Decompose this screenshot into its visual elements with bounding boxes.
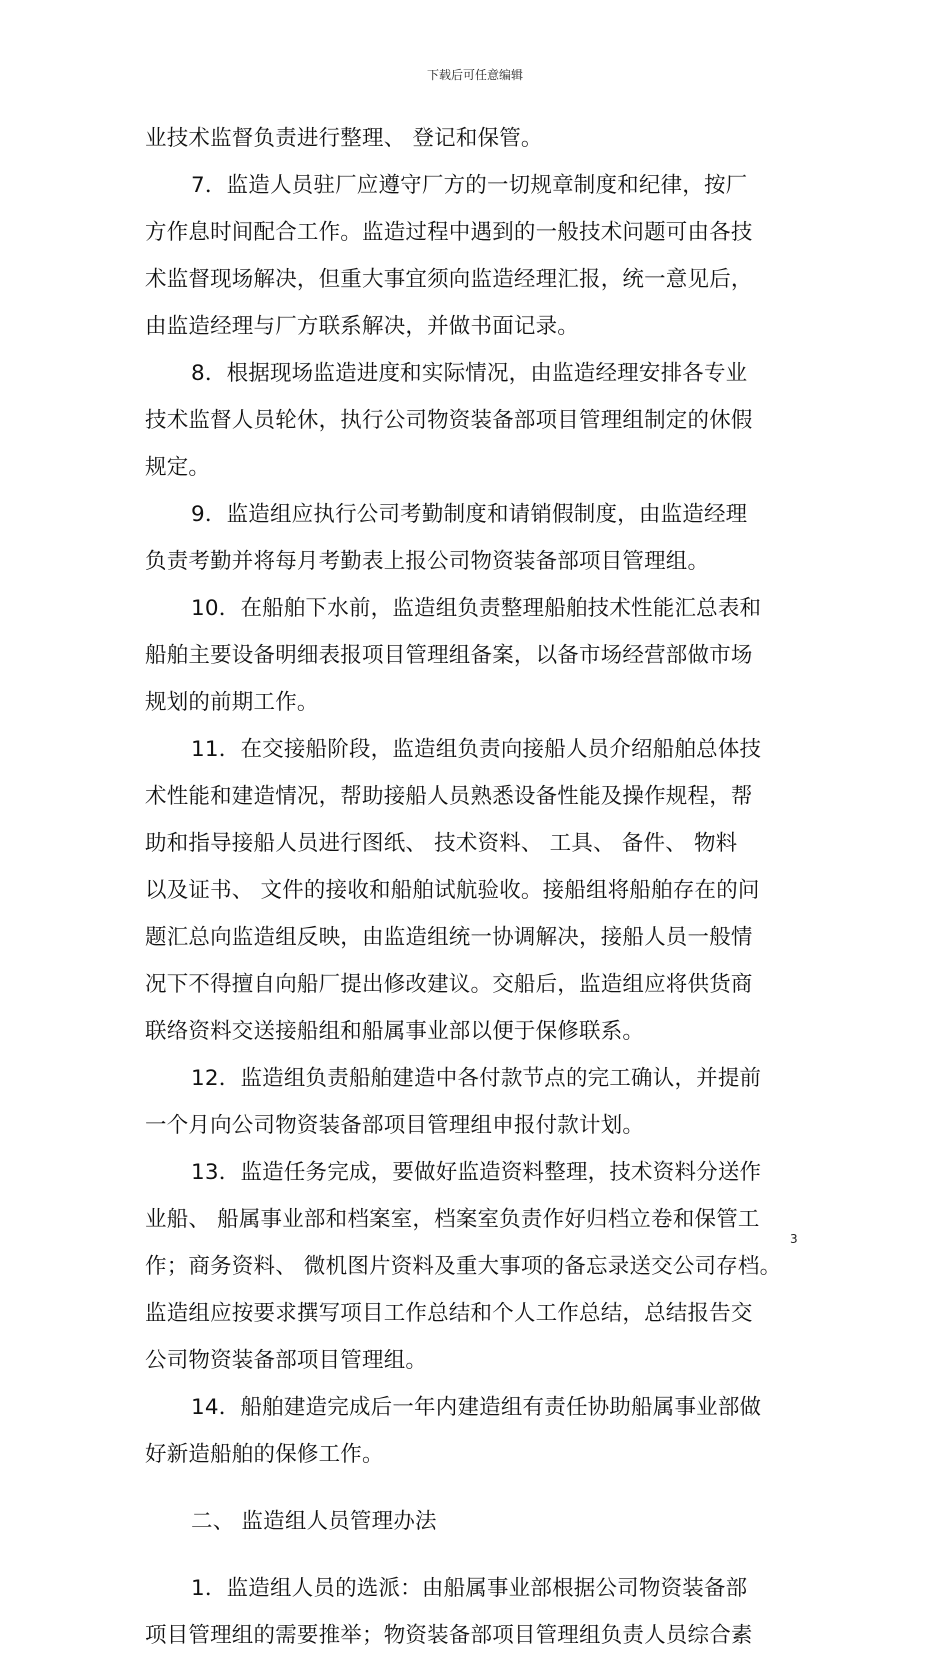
page-header: 下载后可任意编辑 [426, 68, 523, 82]
body-line: 业船、 船属事业部和档案室，档案室负责作好归档立卷和保管工 [145, 1207, 760, 1232]
body-line: 规定。 [145, 455, 211, 480]
body-line: 监造组应按要求撰写项目工作总结和个人工作总结，总结报告交 [145, 1301, 753, 1326]
body-line: 13．监造任务完成，要做好监造资料整理，技术资料分送作 [191, 1160, 762, 1185]
body-line: 船舶主要设备明细表报项目管理组备案，以备市场经营部做市场 [145, 643, 753, 668]
spacer [145, 1545, 810, 1565]
body-line: 9．监造组应执行公司考勤制度和请销假制度，由监造经理 [191, 502, 748, 527]
body-line: 技术监督人员轮休，执行公司物资装备部项目管理组制定的休假 [145, 408, 753, 433]
page-number: 3 [790, 1232, 798, 1246]
body-line: 作；商务资料、 微机图片资料及重大事项的备忘录送交公司存档。 [145, 1254, 782, 1279]
spacer [145, 1478, 810, 1498]
body-line: 题汇总向监造组反映，由监造组统一协调解决，接船人员一般情 [145, 925, 753, 950]
body-line: 术监督现场解决，但重大事宜须向监造经理汇报，统一意见后， [145, 267, 753, 292]
body-line: 12．监造组负责船舶建造中各付款节点的完工确认，并提前 [191, 1066, 762, 1091]
body-line: 7．监造人员驻厂应遵守厂方的一切规章制度和纪律，按厂 [191, 173, 748, 198]
body-line: 好新造船舶的保修工作。 [145, 1442, 384, 1467]
body-line: 11．在交接船阶段，监造组负责向接船人员介绍船舶总体技 [191, 737, 762, 762]
document-body [145, 115, 810, 1659]
section-heading: 二、 监造组人员管理办法 [191, 1509, 437, 1534]
body-line: 8．根据现场监造进度和实际情况，由监造经理安排各专业 [191, 361, 748, 386]
body-line: 一个月向公司物资装备部项目管理组申报付款计划。 [145, 1113, 645, 1138]
body-line: 10．在船舶下水前，监造组负责整理船舶技术性能汇总表和 [191, 596, 762, 621]
body-line: 项目管理组的需要推举；物资装备部项目管理组负责人员综合素 [145, 1623, 753, 1648]
body-line: 以及证书、 文件的接收和船舶试航验收。接船组将船舶存在的问 [145, 878, 760, 903]
body-line: 1．监造组人员的选派：由船属事业部根据公司物资装备部 [191, 1576, 748, 1601]
body-line: 14．船舶建造完成后一年内建造组有责任协助船属事业部做 [191, 1395, 762, 1420]
body-line: 助和指导接船人员进行图纸、 技术资料、 工具、 备件、 物料 [145, 831, 738, 856]
body-line: 规划的前期工作。 [145, 690, 319, 715]
body-line: 况下不得擅自向船厂提出修改建议。交船后，监造组应将供货商 [145, 972, 753, 997]
body-line: 业技术监督负责进行整理、 登记和保管。 [145, 126, 543, 151]
body-line: 联络资料交送接船组和船属事业部以便于保修联系。 [145, 1019, 645, 1044]
body-line: 负责考勤并将每月考勤表上报公司物资装备部项目管理组。 [145, 549, 710, 574]
body-line: 术性能和建造情况，帮助接船人员熟悉设备性能及操作规程，帮 [145, 784, 753, 809]
body-line: 由监造经理与厂方联系解决，并做书面记录。 [145, 314, 580, 339]
body-line: 公司物资装备部项目管理组。 [145, 1348, 428, 1373]
body-line: 方作息时间配合工作。监造过程中遇到的一般技术问题可由各技 [145, 220, 753, 245]
